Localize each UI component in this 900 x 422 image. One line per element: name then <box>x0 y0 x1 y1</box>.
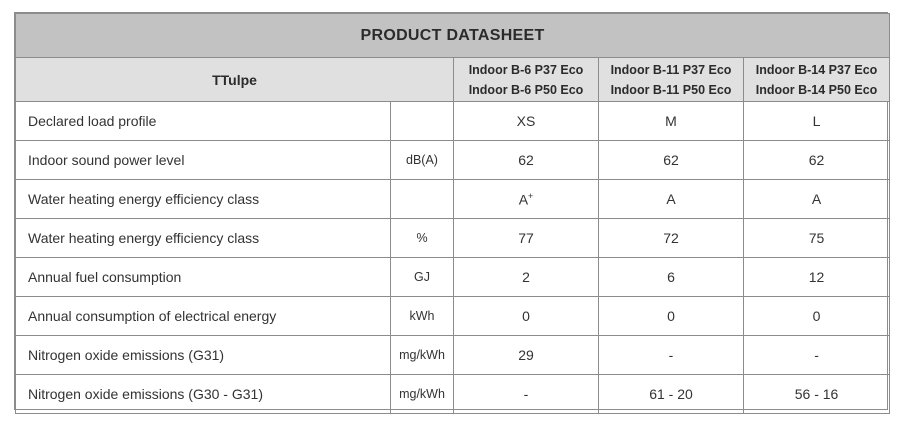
row-value: 12 <box>744 258 890 297</box>
row-value: 61 - 20 <box>599 375 744 414</box>
model-column-header <box>454 58 599 102</box>
row-label: Nitrogen oxide emissions (G30 - G31) <box>16 375 391 414</box>
row-value: 77 <box>454 219 599 258</box>
product-datasheet <box>14 12 888 410</box>
row-value: 62 <box>744 141 890 180</box>
table-row <box>16 180 890 219</box>
row-value: 29 <box>454 336 599 375</box>
table-row <box>16 297 890 336</box>
row-value: L <box>744 102 890 141</box>
row-label: Water heating energy efficiency class <box>16 219 391 258</box>
energy-class-value: A+ <box>454 180 599 219</box>
row-unit: GJ <box>391 258 454 297</box>
row-label: Declared load profile <box>16 102 391 141</box>
row-label: Annual fuel consumption <box>16 258 391 297</box>
row-value: 72 <box>599 219 744 258</box>
row-value: A <box>599 180 744 219</box>
row-value: 56 - 16 <box>744 375 890 414</box>
row-unit <box>391 102 454 141</box>
row-value: M <box>599 102 744 141</box>
row-value: 62 <box>599 141 744 180</box>
row-label: Indoor sound power level <box>16 141 391 180</box>
model-name: Indoor B-11 P37 Eco <box>610 62 732 77</box>
model-name: Indoor B-14 P50 Eco <box>755 82 878 97</box>
datasheet-title: PRODUCT DATASHEET <box>16 14 890 58</box>
row-unit: mg/kWh <box>391 336 454 375</box>
row-value: 75 <box>744 219 890 258</box>
model-name: Indoor B-11 P50 Eco <box>610 82 732 97</box>
table-row <box>16 258 890 297</box>
row-value: 2 <box>454 258 599 297</box>
table-row <box>16 219 890 258</box>
row-unit: % <box>391 219 454 258</box>
model-column-header <box>599 58 744 102</box>
row-value: 0 <box>599 297 744 336</box>
row-value: XS <box>454 102 599 141</box>
model-column-header <box>744 58 890 102</box>
row-value: - <box>599 336 744 375</box>
table-row <box>16 141 890 180</box>
row-unit <box>391 180 454 219</box>
row-label: Water heating energy efficiency class <box>16 180 391 219</box>
row-unit: mg/kWh <box>391 375 454 414</box>
row-unit: kWh <box>391 297 454 336</box>
row-value: - <box>454 375 599 414</box>
row-value: 62 <box>454 141 599 180</box>
row-value: 6 <box>599 258 744 297</box>
row-value: A <box>744 180 890 219</box>
model-name: Indoor B-6 P50 Eco <box>468 82 584 97</box>
table-row <box>16 375 890 414</box>
row-value: 0 <box>744 297 890 336</box>
table-row <box>16 336 890 375</box>
row-label: Nitrogen oxide emissions (G31) <box>16 336 391 375</box>
model-name: Indoor B-6 P37 Eco <box>468 62 584 77</box>
row-label: Annual consumption of electrical energy <box>16 297 391 336</box>
row-unit: dB(A) <box>391 141 454 180</box>
superscript-plus: + <box>528 190 534 201</box>
row-value: 0 <box>454 297 599 336</box>
datasheet-table <box>15 13 890 414</box>
model-name: Indoor B-14 P37 Eco <box>755 62 878 77</box>
row-value: - <box>744 336 890 375</box>
table-row <box>16 102 890 141</box>
type-header: TTulpe <box>16 58 454 102</box>
